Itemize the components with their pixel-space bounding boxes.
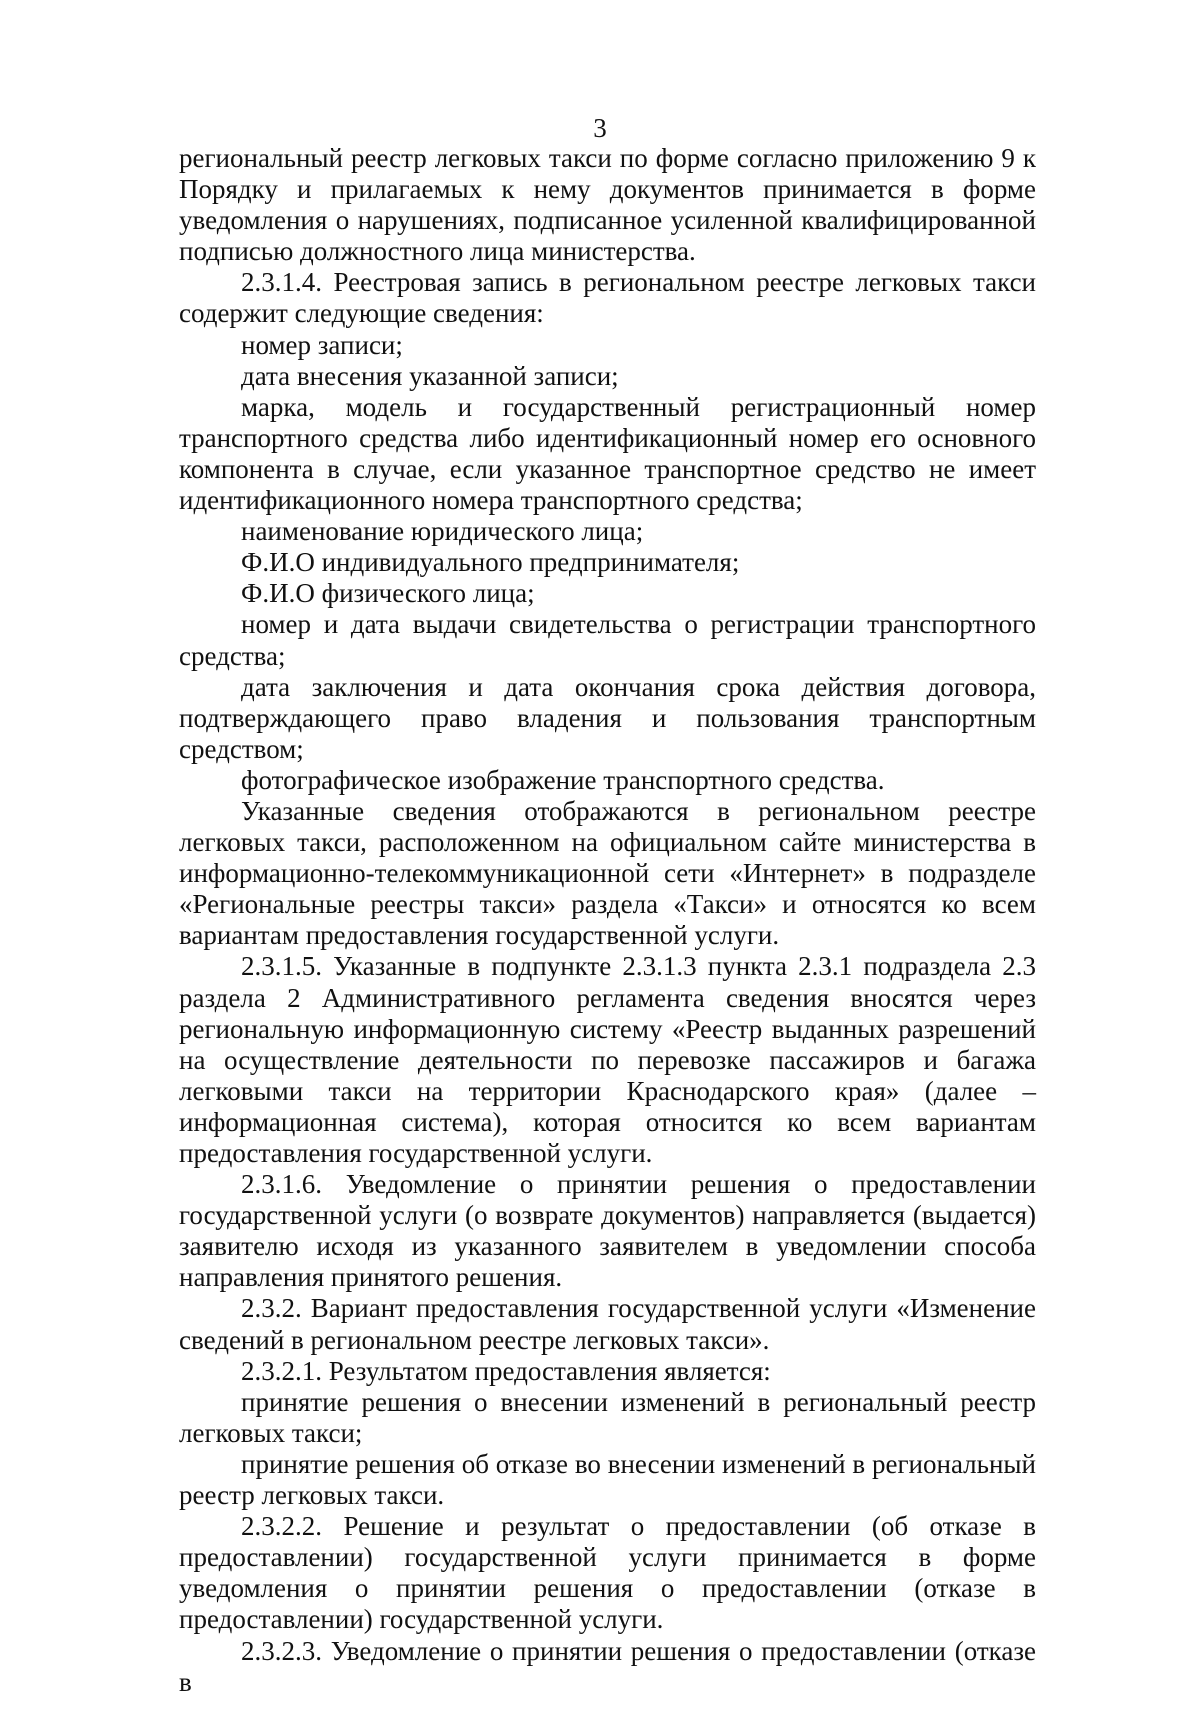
document-body xyxy=(179,143,1036,1698)
paragraph-2-3-2: 2.3.2. Вариант предоставления государственной услуги «Изменение сведений в региональном реестре легковых такси». xyxy=(179,1293,1036,1355)
list-item-registration-certificate: номер и дата выдачи свидетельства о регистрации транспортного средства; xyxy=(179,609,1036,671)
paragraph-2-3-1-6: 2.3.1.6. Уведомление о принятии решения о предоставлении государственной услуги (о возврате документов) направляется (выдается) заявителю исходя из указанного заявителем в уведомлении способа направления принятого решения. xyxy=(179,1169,1036,1293)
paragraph-published-info: Указанные сведения отображаются в региональном реестре легковых такси, расположенном на официальном сайте министерства в информационно-телекоммуникационной сети «Интернет» в подразделе «Региональные реестры такси» раздела «Такси» и относятся ко всем вариантам предоставления государственной услуги. xyxy=(179,795,1036,951)
paragraph-2-3-1-4: 2.3.1.4. Реестровая запись в региональном реестре легковых такси содержит следующие сведения: xyxy=(179,267,1036,329)
paragraph-2-3-2-3: 2.3.2.3. Уведомление о принятии решения о предоставлении (отказе в xyxy=(179,1635,1036,1697)
list-item-decision-refusal: принятие решения об отказе во внесении изменений в региональный реестр легковых такси. xyxy=(179,1448,1036,1511)
list-item-individual: Ф.И.О физического лица; xyxy=(241,578,535,609)
list-item-entrepreneur: Ф.И.О индивидуального предпринимателя; xyxy=(241,547,740,578)
paragraph-2-3-1-5: 2.3.1.5. Указанные в подпункте 2.3.1.3 пункта 2.3.1 подраздела 2.3 раздела 2 Административного регламента сведения вносятся через региональную информационную систему «Реестр выданных разрешений на осуществление деятельности по перевозке пассажиров и багажа легковыми такси на территории Краснодарского края» (далее – информационная система), которая относится ко всем вариантам предоставления государственной услуги. xyxy=(179,951,1036,1168)
list-item-contract-dates: дата заключения и дата окончания срока действия договора, подтверждающего право владения и пользования транспортным средством; xyxy=(179,671,1036,764)
list-item-vehicle-info: марка, модель и государственный регистрационный номер транспортного средства либо идентификационный номер его основного компонента в случае, если указанное транспортное средство не имеет идентификационного номера транспортного средства; xyxy=(179,391,1036,516)
paragraph-2-3-2-1: 2.3.2.1. Результатом предоставления является: xyxy=(241,1355,771,1386)
page-number: 3 xyxy=(593,113,607,143)
list-item-record-date: дата внесения указанной записи; xyxy=(241,360,619,391)
list-item-vehicle-photo: фотографическое изображение транспортного средства. xyxy=(241,764,885,795)
paragraph-registry-refusal: региональный реестр легковых такси по форме согласно приложению 9 к Порядку и прилагаемых к нему документов принимается в форме уведомления о нарушениях, подписанное усиленной квалифицированной подписью должностного лица министерства. xyxy=(179,143,1036,267)
list-item-record-number: номер записи; xyxy=(241,329,403,360)
list-item-decision-changes: принятие решения о внесении изменений в региональный реестр легковых такси; xyxy=(179,1386,1036,1448)
paragraph-2-3-2-2: 2.3.2.2. Решение и результат о предоставлении (об отказе в предоставлении) государственной услуги принимается в форме уведомления о принятии решения о предоставлении (отказе в предоставлении) государственной услуги. xyxy=(179,1511,1036,1635)
list-item-legal-entity: наименование юридического лица; xyxy=(241,516,644,547)
